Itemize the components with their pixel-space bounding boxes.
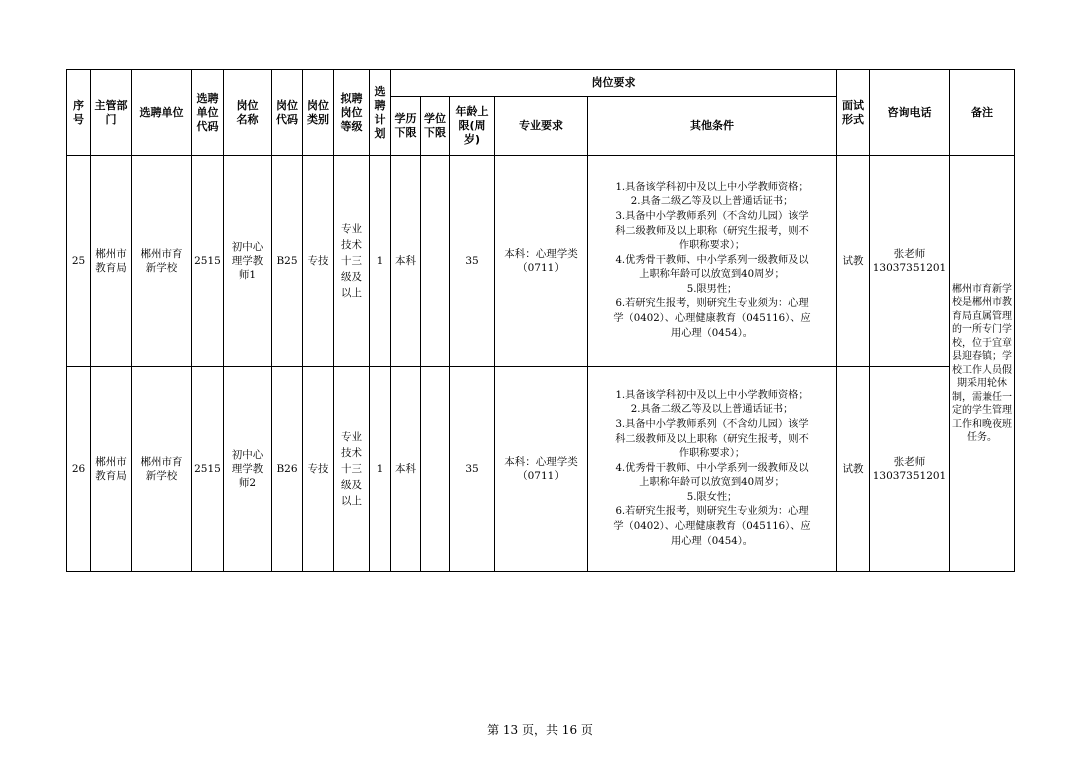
other-line: 1.具备该学科初中及以上中小学教师资格； — [615, 389, 809, 401]
header-unit-code: 选聘单位代码 — [192, 70, 224, 156]
cell-age: 35 — [450, 156, 495, 367]
cell-post-code: B26 — [272, 367, 303, 572]
cell-seq: 26 — [67, 367, 91, 572]
other-line: 4.优秀骨干教师、中小学系列一级教师及以 — [615, 254, 809, 266]
cell-post-name: 初中心理学教师2 — [224, 367, 272, 572]
cell-plan: 1 — [370, 367, 391, 572]
other-line: 4.优秀骨干教师、中小学系列一级教师及以 — [615, 462, 809, 474]
cell-unit-code: 2515 — [192, 156, 224, 367]
cell-edu: 本科 — [391, 367, 421, 572]
page-footer: 第 13 页，共 16 页 — [487, 723, 593, 737]
header-level: 拟聘岗位等级 — [334, 70, 370, 156]
cell-post-type: 专技 — [303, 156, 334, 367]
other-line: 5.限男性； — [686, 283, 738, 295]
header-degree: 学位下限 — [421, 97, 450, 156]
header-requirements: 岗位要求 — [391, 70, 837, 97]
other-line: 2.具备二级乙等及以上普通话证书； — [630, 404, 794, 416]
cell-post-name: 初中心理学教师1 — [224, 156, 272, 367]
cell-dept: 郴州市教育局 — [91, 156, 132, 367]
other-line: 1.具备该学科初中及以上中小学教师资格； — [615, 181, 809, 193]
cell-post-code: B25 — [272, 156, 303, 367]
table-row — [67, 156, 1015, 367]
table-row — [67, 367, 1015, 572]
cell-level: 专业技术十三级及以上 — [334, 156, 370, 367]
header-post-name: 岗位名称 — [224, 70, 272, 156]
cell-other — [588, 367, 837, 572]
contact-name: 张老师 — [893, 248, 926, 260]
other-line: 3.具备中小学教师系列（不含幼儿园）该学 — [615, 210, 809, 222]
cell-phone — [870, 367, 950, 572]
other-line: 用心理（0454）。 — [671, 327, 753, 339]
cell-age: 35 — [450, 367, 495, 572]
cell-level: 专业技术十三级及以上 — [334, 367, 370, 572]
other-line: 学（0402）、心理健康教育（045116）、应 — [613, 521, 811, 533]
other-line: 用心理（0454）。 — [671, 535, 753, 547]
header-phone: 咨询电话 — [870, 70, 950, 156]
cell-seq: 25 — [67, 156, 91, 367]
cell-interview: 试教 — [837, 367, 870, 572]
other-line: 3.具备中小学教师系列（不含幼儿园）该学 — [615, 418, 809, 430]
cell-degree — [421, 367, 450, 572]
header-interview: 面试形式 — [837, 70, 870, 156]
recruitment-table — [66, 69, 1015, 572]
header-post-type: 岗位类别 — [303, 70, 334, 156]
cell-dept: 郴州市教育局 — [91, 367, 132, 572]
contact-phone: 13037351201 — [872, 470, 947, 482]
cell-plan: 1 — [370, 156, 391, 367]
cell-unit: 郴州市育新学校 — [132, 367, 192, 572]
other-line: 2.具备二级乙等及以上普通话证书； — [630, 196, 794, 208]
cell-phone — [870, 156, 950, 367]
header-dept: 主管部门 — [91, 70, 132, 156]
header-other: 其他条件 — [588, 97, 837, 156]
cell-interview: 试教 — [837, 156, 870, 367]
cell-unit-code: 2515 — [192, 367, 224, 572]
header-major: 专业要求 — [495, 97, 588, 156]
other-line: 作职称要求）； — [678, 448, 746, 460]
cell-post-type: 专技 — [303, 367, 334, 572]
other-line: 科二级教师及以上职称（研究生报考，则不 — [615, 225, 809, 237]
other-line: 6.若研究生报考，则研究生专业须为：心理 — [615, 298, 809, 310]
contact-name: 张老师 — [893, 456, 926, 468]
other-line: 上职称年龄可以放宽到40周岁； — [639, 269, 785, 281]
cell-other — [588, 156, 837, 367]
other-line: 5.限女性； — [686, 491, 738, 503]
contact-phone: 13037351201 — [872, 262, 947, 274]
cell-unit: 郴州市育新学校 — [132, 156, 192, 367]
header-seq: 序号 — [67, 70, 91, 156]
cell-major: 本科：心理学类（0711） — [495, 367, 588, 572]
other-line: 学（0402）、心理健康教育（045116）、应 — [613, 313, 811, 325]
header-post-code: 岗位代码 — [272, 70, 303, 156]
header-note: 备注 — [950, 70, 1015, 156]
cell-degree — [421, 156, 450, 367]
other-line: 科二级教师及以上职称（研究生报考，则不 — [615, 433, 809, 445]
header-edu: 学历下限 — [391, 97, 421, 156]
header-row-1 — [67, 70, 1015, 97]
other-line: 作职称要求）； — [678, 240, 746, 252]
header-age: 年龄上限(周岁) — [450, 97, 495, 156]
header-plan: 选聘计划 — [370, 70, 391, 156]
other-line: 上职称年龄可以放宽到40周岁； — [639, 477, 785, 489]
header-unit: 选聘单位 — [132, 70, 192, 156]
other-line: 6.若研究生报考，则研究生专业须为：心理 — [615, 506, 809, 518]
cell-major: 本科：心理学类（0711） — [495, 156, 588, 367]
cell-edu: 本科 — [391, 156, 421, 367]
cell-note: 郴州市育新学校是郴州市教育局直属管理的一所专门学校，位于宜章县迎春镇；学校工作人员假期采用轮休制，需兼任一定的学生管理工作和晚夜班任务。 — [950, 156, 1015, 572]
